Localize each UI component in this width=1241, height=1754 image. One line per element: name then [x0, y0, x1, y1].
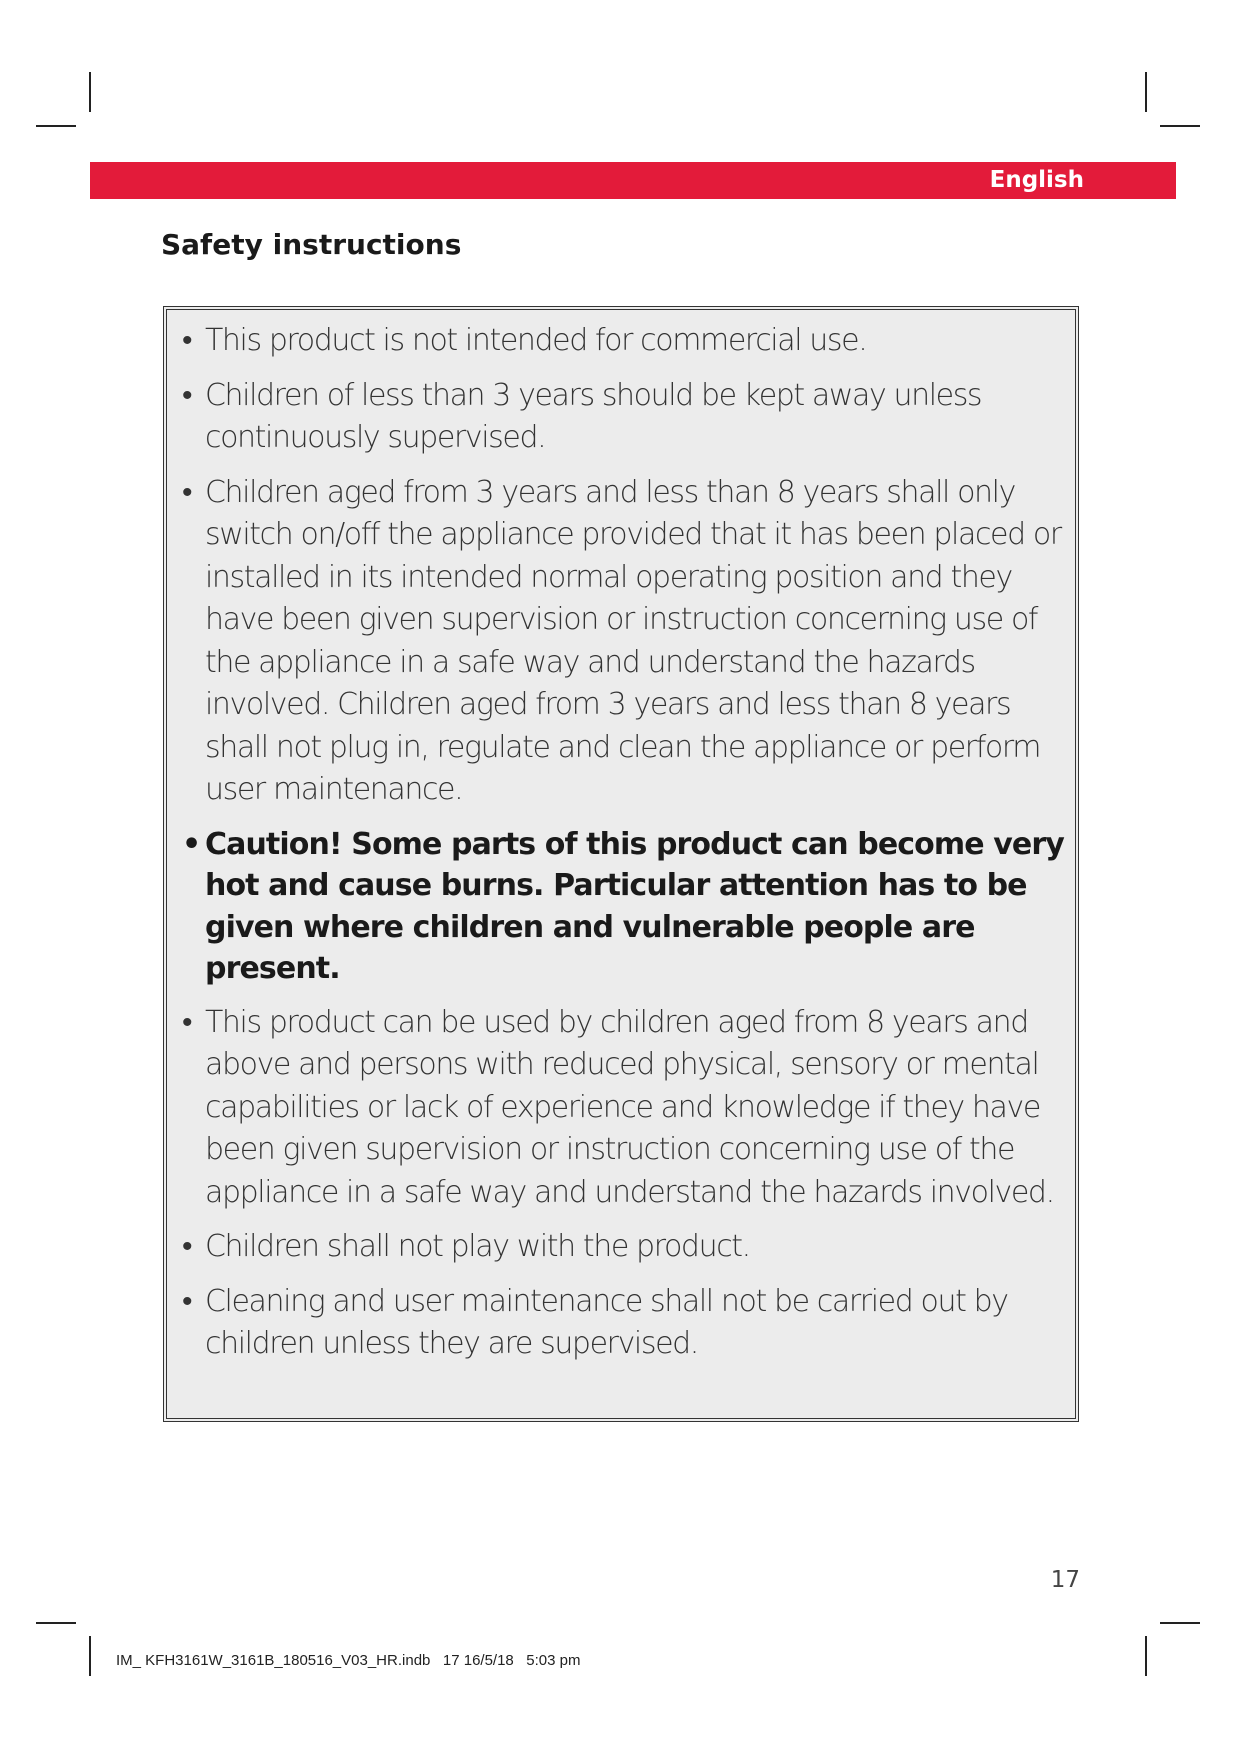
- safety-item-children-8-and-above: [182, 1002, 1069, 1215]
- crop-mark-top-left-horizontal: [36, 125, 76, 127]
- bullet-marker: •: [182, 1283, 192, 1319]
- safety-instructions-list: [167, 310, 1075, 1366]
- safety-item-caution-hot-parts: [182, 824, 1069, 990]
- safety-item-children-3-to-8: [182, 472, 1069, 812]
- safety-instructions-box: [163, 306, 1079, 1422]
- print-slug: IM_ KFH3161W_3161B_180516_V03_HR.indb 17 16/5/18 5:03 pm: [116, 1652, 581, 1669]
- bullet-marker: •: [182, 377, 192, 413]
- safety-item-text: Caution! Some parts of this product can become very hot and cause burns. Particular attention has to be given where children and vulnerable people are present.: [205, 826, 1064, 986]
- safety-item-text: Cleaning and user maintenance shall not be carried out by children unless they are supervised.: [205, 1283, 1008, 1361]
- section-title: Safety instructions: [161, 228, 462, 261]
- safety-item-text: Children shall not play with the product.: [205, 1229, 750, 1264]
- bullet-marker: •: [182, 826, 201, 862]
- crop-mark-bottom-right-vertical: [1145, 1636, 1147, 1676]
- language-label: English: [989, 167, 1084, 193]
- crop-mark-bottom-left-vertical: [89, 1636, 91, 1676]
- bullet-marker: •: [182, 323, 192, 358]
- bullet-marker: •: [182, 474, 192, 510]
- crop-mark-bottom-left-horizontal: [36, 1622, 76, 1624]
- language-header-bar: [90, 162, 1176, 199]
- safety-item-text: Children of less than 3 years should be kept away unless continuously supervised.: [205, 377, 982, 455]
- crop-mark-bottom-right-horizontal: [1160, 1622, 1200, 1624]
- bullet-marker: •: [182, 1004, 192, 1040]
- bullet-marker: •: [182, 1229, 192, 1264]
- crop-mark-top-left-vertical: [89, 72, 91, 112]
- safety-item-text: Children aged from 3 years and less than 8 years shall only switch on/off the appliance provided that it has been placed or installed in its intended normal operating position and they have been given supervision or instruction concerning use of the appliance in a safe way and understand the hazards involved. Children aged from 3 years and less than 8 years shall not plug in, regulate and clean the appliance or perform user maintenance.: [205, 474, 1061, 807]
- safety-item-cleaning-supervision: [182, 1281, 1069, 1366]
- page-number: 17: [1050, 1567, 1080, 1593]
- safety-item-commercial-use: [182, 320, 1069, 363]
- safety-item-no-play: [182, 1226, 1069, 1269]
- safety-item-text: This product is not intended for commercial use.: [205, 323, 867, 358]
- crop-mark-top-right-vertical: [1145, 72, 1147, 112]
- safety-item-children-under-3: [182, 375, 1069, 460]
- crop-mark-top-right-horizontal: [1160, 125, 1200, 127]
- safety-item-text: This product can be used by children aged from 8 years and above and persons with reduced physical, sensory or mental capabilities or lack of experience and knowledge if they have been given supervision or instruction concerning use of the appliance in a safe way and understand the hazards involved.: [205, 1004, 1054, 1210]
